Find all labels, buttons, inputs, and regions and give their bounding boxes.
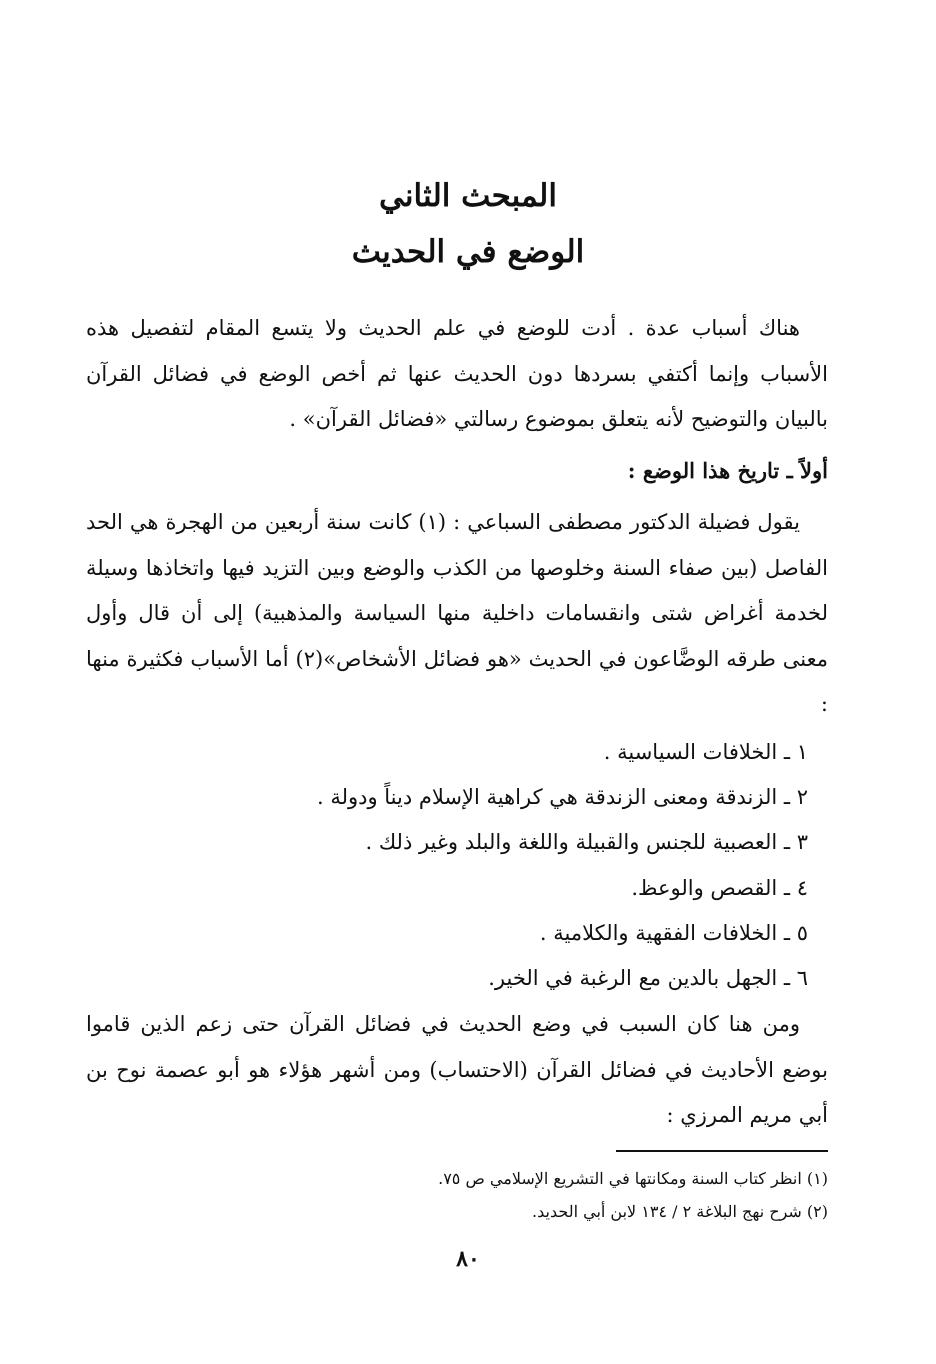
page-number: ٨٠ <box>456 1246 480 1272</box>
section-heading: أولاً ـ تاريخ هذا الوضع : <box>627 458 828 483</box>
chapter-subtitle: الوضع في الحديث <box>351 234 585 270</box>
intro-paragraph: هناك أسباب عدة . أدت للوضع في علم الحديث ولا يتسع المقام لتفصيل هذه الأسباب وإنما أكتفي بسردها دون الحديث عنها ثم أخص الوضع في فضائل القرآن بالبيان والتوضيح لأنه يتعلق بموضوع رسالتي «فضائل القرآن» . <box>86 316 828 431</box>
chapter-title: المبحث الثاني <box>379 178 557 214</box>
closing-paragraph: ومن هنا كان السبب في وضع الحديث في فضائل القرآن حتى زعم الذين قاموا بوضع الأحاديث في فضائل القرآن (الاحتساب) ومن أشهر هؤلاء هو أبو عصمة نوح بن أبي مريم المرزي : <box>86 1012 828 1127</box>
causes-list <box>108 730 808 1001</box>
list-item: ٦ ـ الجهل بالدين مع الرغبة في الخير. <box>488 966 808 991</box>
history-block <box>86 500 828 728</box>
history-paragraph: يقول فضيلة الدكتور مصطفى السباعي : (١) كانت سنة أربعين من الهجرة هي الحد الفاصل (بين صفاء السنة وخلوصها من الكذب والوضع وبين التزيد فيها واتخاذها وسيلة لخدمة أغراض شتى وانقسامات داخلية منها السياسة والمذهبية) إلى أن قال وأول معنى طرقه الوضَّاعون في الحديث «هو فضائل الأشخاص»(٢) أما الأسباب فكثيرة منها : <box>86 510 828 716</box>
footnote-1: (١) انظر كتاب السنة ومكانتها في التشريع الإسلامي ص ٧٥. <box>438 1169 828 1188</box>
list-item: ٥ ـ الخلافات الفقهية والكلامية . <box>539 920 808 945</box>
footnote-2: (٢) شرح نهج البلاغة ٢ / ١٣٤ لابن أبي الحديد. <box>532 1202 828 1221</box>
closing-block <box>86 1002 828 1139</box>
list-item: ٣ ـ العصبية للجنس والقبيلة واللغة والبلد وغير ذلك . <box>365 830 808 855</box>
list-item: ٢ ـ الزندقة ومعنى الزندقة هي كراهية الإسلام ديناً ودولة . <box>316 785 808 810</box>
list-item: ١ ـ الخلافات السياسية . <box>603 740 808 764</box>
footnotes <box>86 1162 828 1228</box>
footnote-divider <box>616 1150 828 1152</box>
chapter-title-block <box>0 168 936 280</box>
intro-block <box>86 306 828 443</box>
list-item: ٤ ـ القصص والوعظ. <box>631 875 808 900</box>
